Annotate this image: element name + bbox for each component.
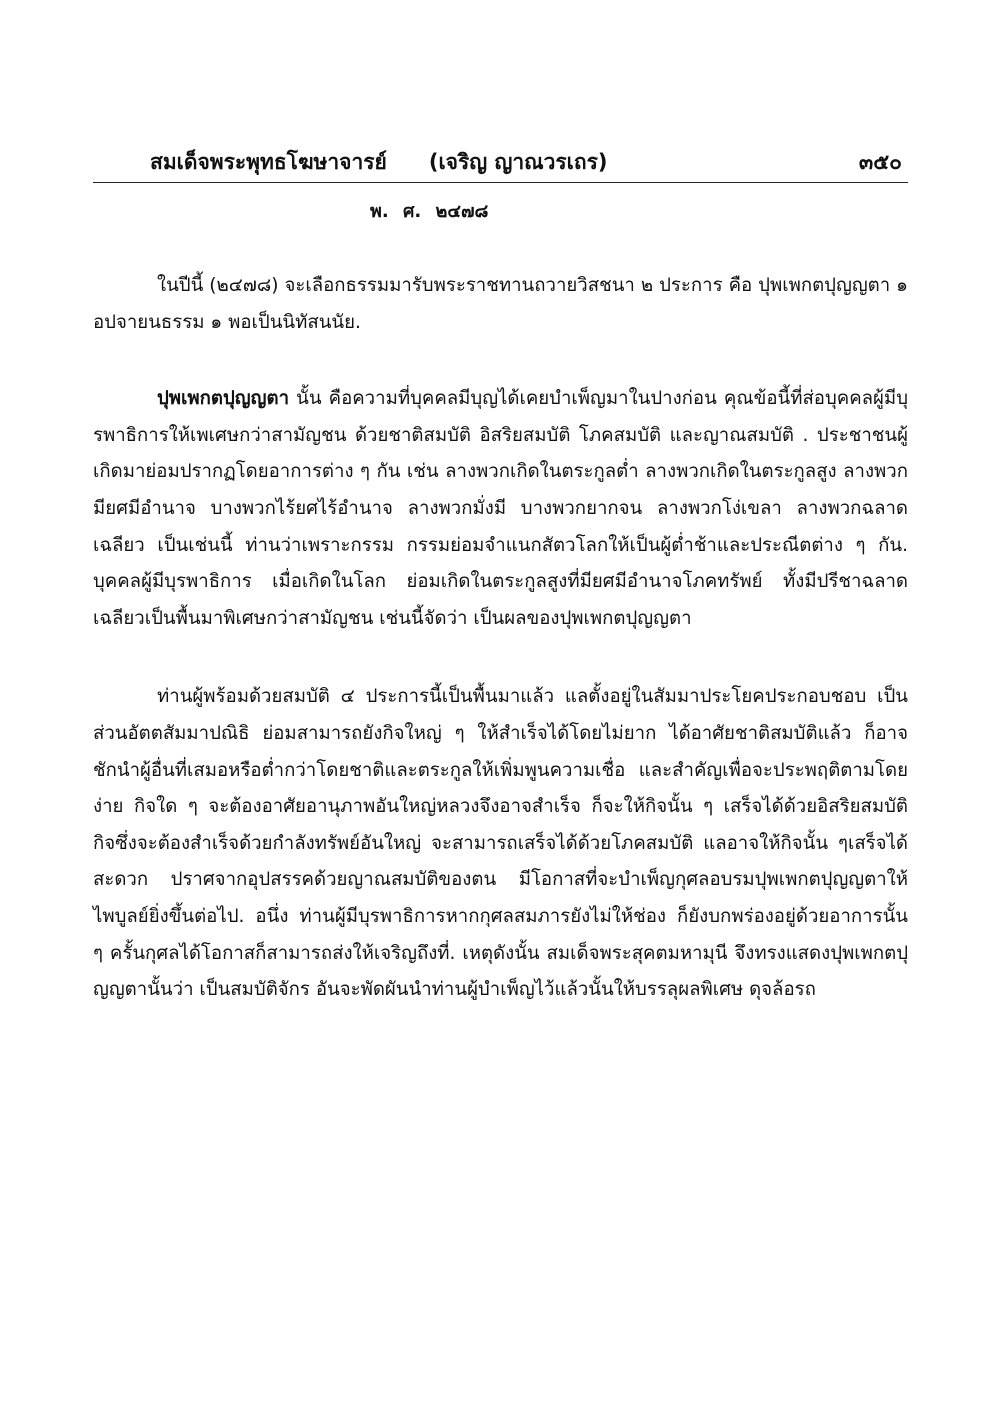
paragraph-3 [93,679,908,1008]
author-heading [150,146,607,179]
author-detail: (เจริญ ญาณวรเถร) [428,150,608,174]
paragraph-3-text: ท่านผู้พร้อมด้วยสมบัติ ๔ ประการนี้เป็นพื้นมาแล้ว แลตั้งอยู่ในสัมมาประโยคประกอบชอบ เป็นส่วนอัตตสัมมาปณิธิ ย่อมสามารถยังกิจใหญ่ ๆ ให้สำเร็จได้โดยไม่ยาก ได้อาศัยชาติสมบัติแล้ว ก็อาจชักนำผู้อื่นที่เสมอหรือต่ำกว่าโดยชาติและตระกูลให้เพิ่มพูนความเชื่อ และสำคัญเพื่อจะประพฤติตามโดยง่าย กิจใด ๆ จะต้องอาศัยอานุภาพอันใหญ่หลวงจึงอาจสำเร็จ ก็จะให้กิจนั้น ๆ เสร็จได้ด้วยอิสริยสมบัติ กิจซึ่งจะต้องสำเร็จด้วยกำลังทรัพย์อันใหญ่ จะสามารถเสร็จได้ด้วยโภคสมบัติ แลอาจให้กิจนั้น ๆเสร็จได้สะดวก ปราศจากอุปสรรคด้วยญาณสมบัติของตน มีโอกาสที่จะบำเพ็ญกุศลอบรมปุพเพกตปุญญตาให้ไพบูลย์ยิ่งขึ้นต่อไป. อนึ่ง ท่านผู้มีบุรพาธิการหากกุศลสมภารยังไม่ให้ช่อง ก็ยังบกพร่องอยู่ด้วยอาการนั้น ๆ ครั้นกุศลได้โอกาสก็สามารถส่งให้เจริญถึงที่. เหตุดังนั้น สมเด็จพระสุคตมหามุนี จึงทรงแสดงปุพเพกตปุญญตานั้นว่า เป็นสมบัติจักร อันจะพัดผันนำท่านผู้บำเพ็ญไว้แล้วนั้นให้บรรลุผลพิเศษ ดุจล้อรถ [93,686,908,1001]
paragraph-2 [93,381,908,637]
body-text [93,268,908,1009]
paragraph-1-text: ในปีนี้ (๒๔๗๘) จะเลือกธรรมมารับพระราชทานถวายวิสชนา ๒ ประการ คือ ปุพเพกตปุญญตา ๑ อปจายนธรรม ๑ พอเป็นนิทัสนนัย. [93,275,908,333]
page-header [93,146,908,180]
year-label: พ. ศ. ๒๔๗๘ [370,201,489,222]
header-divider [93,182,908,183]
paragraph-2-lead: ปุพเพกตปุญญตา [157,388,290,410]
page-number: ๓๕๐ [858,150,902,174]
paragraph-1 [93,268,908,341]
paragraph-2-text: นั้น คือความที่บุคคลมีบุญได้เคยบำเพ็ญมาในปางก่อน คุณข้อนี้ที่ส่อบุคคลผู้มีบุรพาธิการให้เพเศษกว่าสามัญชน ด้วยชาติสมบัติ อิสริยสมบัติ โภคสมบัติ และญาณสมบัติ . ประชาชนผู้เกิดมาย่อมปรากฏโดยอาการต่าง ๆ กัน เช่น ลางพวกเกิดในตระกูลต่ำ ลางพวกเกิดในตระกูลสูง ลางพวกมียศมีอำนาจ บางพวกไร้ยศไร้อำนาจ ลางพวกมั่งมี บางพวกยากจน ลางพวกโง่เขลา ลางพวกฉลาดเฉลียว เป็นเช่นนี้ ท่านว่าเพราะกรรม กรรมย่อมจำแนกสัตวโลกให้เป็นผู้ต่ำช้าและประณีตต่าง ๆ กัน. บุคคลผู้มีบุรพาธิการ เมื่อเกิดในโลก ย่อมเกิดในตระกูลสูงที่มียศมีอำนาจโภคทรัพย์ ทั้งมีปรีชาฉลาดเฉลียวเป็นพื้นมาพิเศษกว่าสามัญชน เช่นนี้จัดว่า เป็นผลของปุพเพกตปุญญตา [93,388,908,629]
author-name: สมเด็จพระพุทธโฆษาจารย์ [150,150,387,174]
